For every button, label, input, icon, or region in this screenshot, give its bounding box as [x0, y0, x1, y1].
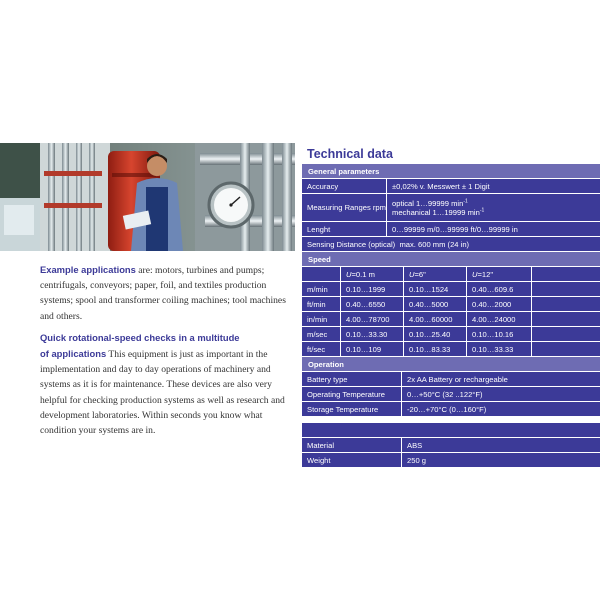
speed-value: 0.40…609.6 — [467, 282, 531, 296]
applications-text — [40, 262, 290, 438]
speed-value: 0.10…83.33 — [404, 342, 466, 356]
speed-value: 4.00…60000 — [404, 312, 466, 326]
speed-header-empty — [302, 267, 340, 281]
speed-row — [302, 342, 600, 356]
speed-header-empty — [532, 267, 600, 281]
speed-unit: ft/min — [302, 297, 340, 311]
speed-row — [302, 327, 600, 341]
speed-empty-cell — [532, 342, 600, 356]
speed-col-header: U =12" — [467, 267, 531, 281]
speed-value: 0.10…25.40 — [404, 327, 466, 341]
speed-empty-cell — [532, 327, 600, 341]
row-battery-type — [302, 372, 600, 386]
length-value: 0…99999 m/0…99999 ft/0…99999 in — [387, 222, 600, 236]
section-operation — [302, 357, 600, 371]
speed-value: 0.40…5000 — [404, 297, 466, 311]
section-speed — [302, 252, 600, 266]
accuracy-value: ±0,02% v. Messwert ± 1 Digit — [387, 179, 600, 193]
range-mechanical: mechanical 1…19999 $\min^{-1}$ — [392, 206, 485, 217]
row-accuracy — [302, 179, 600, 193]
section-heading: General parameters — [302, 164, 600, 178]
spacer-row — [302, 423, 600, 437]
speed-value: 0.10…10.16 — [467, 327, 531, 341]
measuring-ranges-value — [387, 194, 600, 221]
rotational-speed-heading-1: Quick rotational-speed checks in a multitude — [40, 331, 240, 343]
row-length — [302, 222, 600, 236]
sensing-distance: Sensing Distance (optical) max. 600 mm (24 in) — [302, 237, 600, 251]
example-applications-body: are: motors, turbines and pumps; centrifugals, conveyors; paper, foil, and textiles production systems; spool and transformer coiling machines; tool machines and others. — [40, 265, 286, 322]
weight-value: 250 g — [402, 453, 600, 467]
speed-unit: in/min — [302, 312, 340, 326]
section-heading: Operation — [302, 357, 600, 371]
speed-unit: ft/sec — [302, 342, 340, 356]
section-heading: Speed — [302, 252, 600, 266]
speed-value: 0.40…6550 — [341, 297, 403, 311]
speed-col-header: U =0.1 m — [341, 267, 403, 281]
row-weight — [302, 453, 600, 467]
speed-empty-cell — [532, 282, 600, 296]
row-operating-temperature — [302, 387, 600, 401]
speed-value: 4.00…78700 — [341, 312, 403, 326]
speed-value: 0.10…33.33 — [467, 342, 531, 356]
row-sensing-distance — [302, 237, 600, 251]
technical-data-title: Technical data — [307, 147, 393, 161]
row-storage-temperature — [302, 402, 600, 416]
row-material — [302, 438, 600, 452]
storage-temperature-label: Storage Temperature — [302, 402, 401, 416]
operating-temperature-value: 0…+50°C (32 ..122°F) — [402, 387, 600, 401]
example-applications-paragraph — [40, 262, 290, 324]
speed-value: 0.10…1999 — [341, 282, 403, 296]
rotational-speed-paragraph — [40, 330, 290, 438]
speed-value: 0.10…109 — [341, 342, 403, 356]
battery-type-label: Battery type — [302, 372, 401, 386]
material-value: ABS — [402, 438, 600, 452]
speed-value: 0.40…2000 — [467, 297, 531, 311]
length-label: Lenght — [302, 222, 386, 236]
speed-header-row — [302, 267, 600, 281]
material-label: Material — [302, 438, 401, 452]
speed-col-header: U =6" — [404, 267, 466, 281]
battery-type-value: 2x AA Battery or rechargeable — [402, 372, 600, 386]
application-photo — [0, 143, 295, 251]
speed-row — [302, 282, 600, 296]
storage-temperature-value: -20…+70°C (0…160°F) — [402, 402, 600, 416]
speed-unit: m/min — [302, 282, 340, 296]
section-general-parameters — [302, 164, 600, 178]
example-applications-heading: Example applications — [40, 264, 136, 275]
rotational-speed-heading-2: of applications — [40, 348, 107, 360]
speed-value: 4.00…24000 — [467, 312, 531, 326]
operating-temperature-label: Operating Temperature — [302, 387, 401, 401]
row-measuring-ranges — [302, 194, 600, 221]
speed-row — [302, 297, 600, 311]
speed-row — [302, 312, 600, 326]
technical-data-table — [302, 164, 600, 467]
accuracy-label: Accuracy — [302, 179, 386, 193]
rotational-speed-body: This equipment is just as important in the implementation and day to day operations of machinery and systems as it is for maintenance. These devices are also very helpful for checking production systems as well as research and development laboratories. Within seconds you know what condition your systems are in. — [40, 349, 285, 437]
speed-value: 0.10…33.30 — [341, 327, 403, 341]
speed-unit: m/sec — [302, 327, 340, 341]
speed-empty-cell — [532, 297, 600, 311]
weight-label: Weight — [302, 453, 401, 467]
range-optical: optical 1…99999 $\min^{-1}$ — [392, 197, 468, 208]
measuring-ranges-label: Measuring Ranges rpm — [302, 194, 386, 221]
speed-value: 0.10…1524 — [404, 282, 466, 296]
speed-empty-cell — [532, 312, 600, 326]
